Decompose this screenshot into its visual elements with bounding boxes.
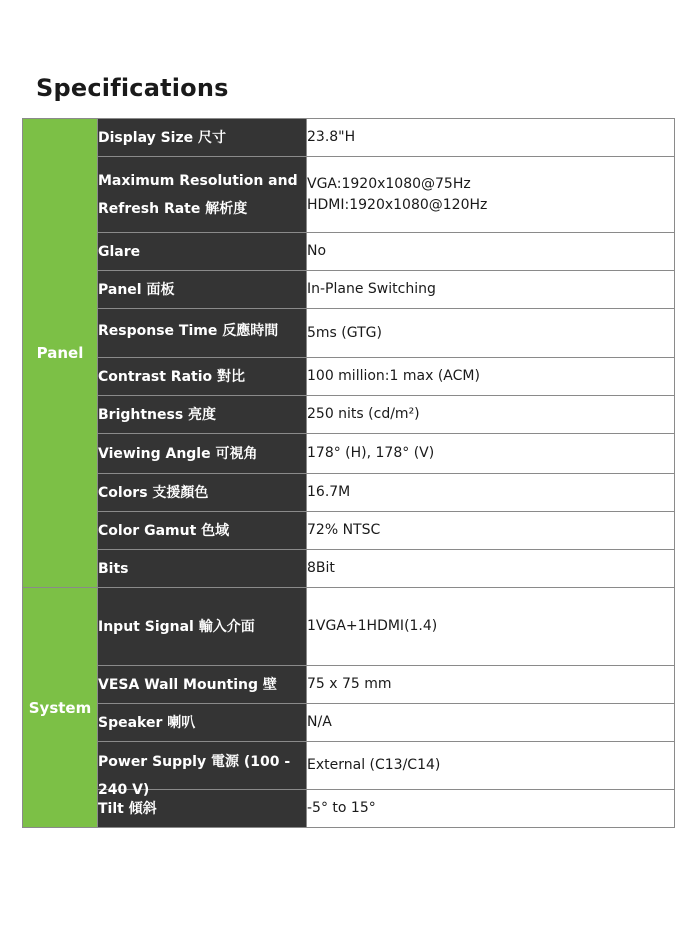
- spec-label: Display Size 尺寸: [98, 119, 307, 157]
- group-label-panel: Panel: [23, 119, 98, 588]
- spec-value-multiline: [307, 157, 675, 233]
- table-row: [23, 742, 675, 790]
- table-row: [23, 157, 675, 233]
- spec-value: -5° to 15°: [307, 790, 675, 828]
- table-row: [23, 396, 675, 434]
- spec-value: N/A: [307, 704, 675, 742]
- table-row: [23, 233, 675, 271]
- spec-label: [98, 309, 307, 358]
- table-row: [23, 271, 675, 309]
- spec-label: [98, 666, 307, 704]
- spec-label: Input Signal 輸入介面: [98, 588, 307, 666]
- table-row: [23, 474, 675, 512]
- spec-value: 178° (H), 178° (V): [307, 434, 675, 474]
- spec-value: 16.7M: [307, 474, 675, 512]
- table-row: [23, 588, 675, 666]
- spec-value: 5ms (GTG): [307, 309, 675, 358]
- spec-value: 72% NTSC: [307, 512, 675, 550]
- spec-value-line: HDMI:1920x1080@120Hz: [307, 196, 488, 213]
- spec-label: Glare: [98, 233, 307, 271]
- spec-value: No: [307, 233, 675, 271]
- spec-label-text: Response Time 反應時間: [98, 322, 279, 339]
- table-row: [23, 790, 675, 828]
- spec-value: 23.8"H: [307, 119, 675, 157]
- spec-value-line: VGA:1920x1080@75Hz: [307, 175, 471, 192]
- table-row: [23, 704, 675, 742]
- spec-label: Contrast Ratio 對比: [98, 358, 307, 396]
- table-row: [23, 119, 675, 157]
- spec-value: External (C13/C14): [307, 742, 675, 790]
- group-label-system: System: [23, 588, 98, 828]
- table-row: [23, 666, 675, 704]
- spec-value: In-Plane Switching: [307, 271, 675, 309]
- spec-label: Panel 面板: [98, 271, 307, 309]
- table-row: [23, 309, 675, 358]
- spec-label: Bits: [98, 550, 307, 588]
- spec-value: 1VGA+1HDMI(1.4): [307, 588, 675, 666]
- spec-label: Brightness 亮度: [98, 396, 307, 434]
- table-row: [23, 550, 675, 588]
- spec-label: [98, 742, 307, 798]
- spec-value: 8Bit: [307, 550, 675, 588]
- table-row: [23, 358, 675, 396]
- table-row: [23, 512, 675, 550]
- spec-label: Maximum Resolution and Refresh Rate 解析度: [98, 157, 307, 233]
- spec-value: 250 nits (cd/m²): [307, 396, 675, 434]
- spec-label: Tilt 傾斜: [98, 790, 307, 828]
- spec-label: Color Gamut 色域: [98, 512, 307, 550]
- spec-value: 100 million:1 max (ACM): [307, 358, 675, 396]
- spec-label: Colors 支援顏色: [98, 474, 307, 512]
- page-title: Specifications: [36, 74, 229, 102]
- spec-value: 75 x 75 mm: [307, 666, 675, 704]
- spec-label: Speaker 喇叭: [98, 704, 307, 742]
- spec-label: Viewing Angle 可視角: [98, 434, 307, 474]
- spec-label-text: Power Supply 電源 (100 - 240 V): [98, 753, 291, 798]
- table-row: [23, 434, 675, 474]
- spec-table: [22, 118, 675, 828]
- spec-label-text: VESA Wall Mounting 壁: [98, 676, 277, 693]
